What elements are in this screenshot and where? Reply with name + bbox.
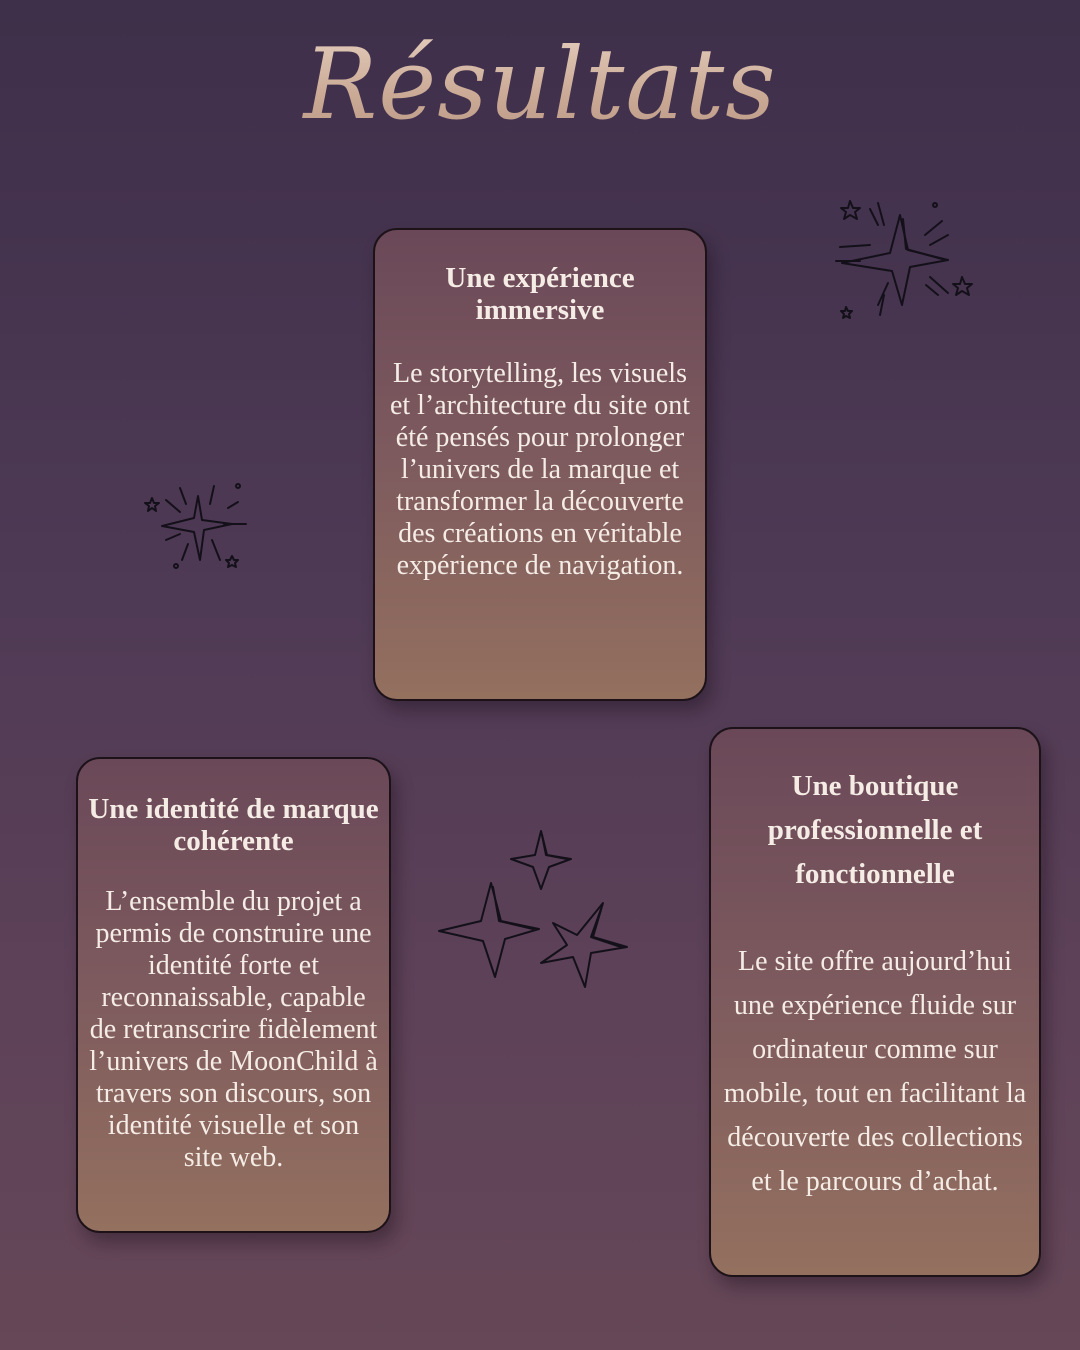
result-card-immersive-experience	[373, 228, 707, 701]
card-body: Le site offre aujourd’hui une expérience fluide sur ordinateur comme sur mobile, tout en facilitant la découverte des collections et le parcours d’achat.	[723, 946, 1027, 1197]
sparkle-star-icon	[140, 478, 255, 573]
result-card-online-shop	[709, 727, 1041, 1277]
card-body: L’ensemble du projet a permis de construire une identité forte et reconnaissable, capable de retranscrire fidèlement l’univers de MoonChild à travers son discours, son identité visuelle et son site web.	[89, 886, 378, 1173]
page-title: Résultats	[0, 20, 1080, 150]
sparkle-star-icon	[830, 195, 980, 325]
result-card-brand-identity	[76, 757, 391, 1233]
card-title: Une identité de marque cohérente	[88, 793, 379, 857]
card-body: Le storytelling, les visuels et l’architecture du site ont été pensés pour prolonger l’univers de la marque et transformer la découverte des créations en véritable expérience de navigation.	[389, 358, 691, 581]
card-title: Une boutique professionnelle et fonctionnelle	[767, 770, 983, 890]
three-stars-icon	[435, 825, 635, 995]
card-title: Une expérience immersive	[445, 262, 635, 326]
